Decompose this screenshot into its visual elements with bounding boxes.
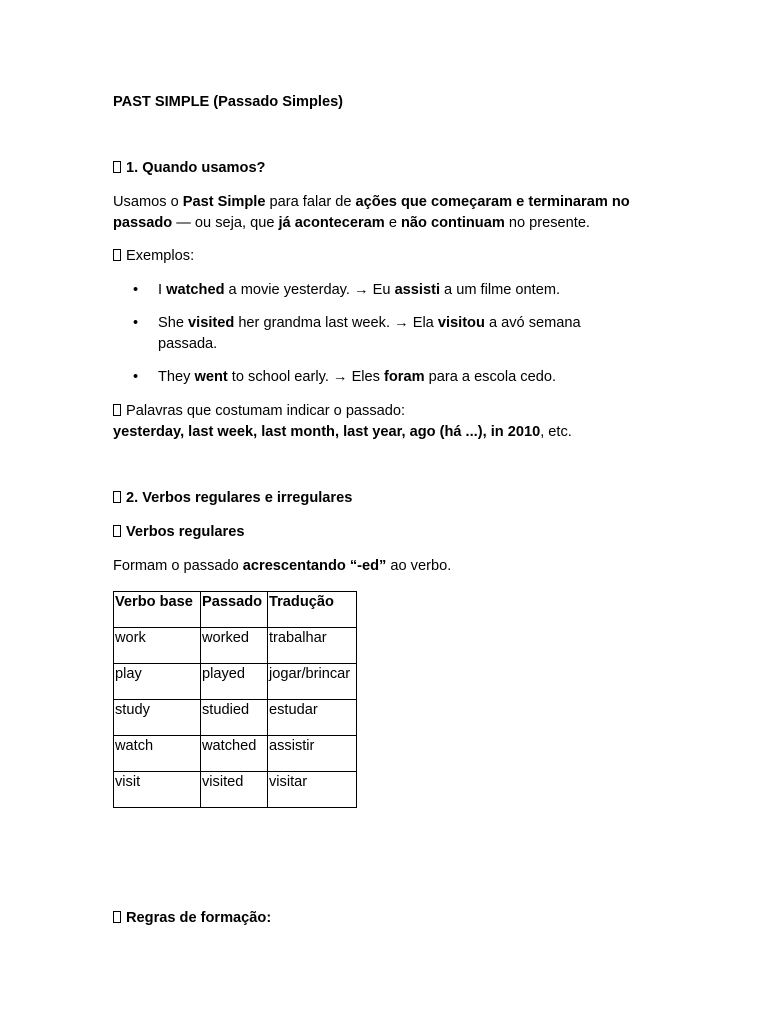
table-row bbox=[114, 736, 357, 772]
section-1-heading: 1. Quando usamos? bbox=[113, 158, 265, 179]
table-cell: watch bbox=[114, 736, 201, 772]
keywords-label: Palavras que costumam indicar o passado: bbox=[113, 401, 405, 422]
table-cell: studied bbox=[201, 700, 268, 736]
missing-glyph-icon bbox=[113, 491, 121, 503]
table-row bbox=[114, 700, 357, 736]
table-cell: visit bbox=[114, 772, 201, 808]
list-item: • They went to school early. → Eles foram para a escola cedo. bbox=[113, 367, 618, 388]
list-item: • I watched a movie yesterday. → Eu assisti a um filme ontem. bbox=[113, 280, 618, 301]
table-cell: worked bbox=[201, 628, 268, 664]
table-cell: watched bbox=[201, 736, 268, 772]
table-header-cell: Passado bbox=[201, 592, 268, 628]
table-cell: estudar bbox=[268, 700, 357, 736]
table-cell: play bbox=[114, 664, 201, 700]
table-header-cell: Verbo base bbox=[114, 592, 201, 628]
table-cell: trabalhar bbox=[268, 628, 357, 664]
missing-glyph-icon bbox=[113, 404, 121, 416]
table-header-row bbox=[114, 592, 357, 628]
list-item: • She visited her grandma last week. → Ela visitou a avó semana passada. bbox=[133, 315, 581, 352]
regular-verbs-heading: Verbos regulares bbox=[113, 522, 244, 543]
table-header-cell: Tradução bbox=[268, 592, 357, 628]
regular-verbs-table bbox=[113, 591, 357, 808]
document-title: PAST SIMPLE (Passado Simples) bbox=[113, 94, 344, 110]
table-cell: jogar/brincar bbox=[268, 664, 357, 700]
section-1-intro: Usamos o Past Simple para falar de ações que começaram e terminaram no passado — ou seja, que já aconteceram e não continuam no presente. bbox=[113, 194, 630, 231]
regular-verbs-rule: Formam o passado acrescentando “-ed” ao verbo. bbox=[113, 558, 452, 574]
formation-rules-heading: Regras de formação: bbox=[113, 908, 271, 929]
table-row bbox=[114, 628, 357, 664]
table-cell: played bbox=[201, 664, 268, 700]
missing-glyph-icon bbox=[113, 911, 121, 923]
table-cell: visitar bbox=[268, 772, 357, 808]
missing-glyph-icon bbox=[113, 161, 121, 173]
section-2-heading: 2. Verbos regulares e irregulares bbox=[113, 488, 352, 509]
table-row bbox=[114, 772, 357, 808]
examples-label: Exemplos: bbox=[113, 246, 194, 267]
table-cell: work bbox=[114, 628, 201, 664]
bullet-icon: • bbox=[133, 282, 139, 298]
table-cell: study bbox=[114, 700, 201, 736]
table-row bbox=[114, 664, 357, 700]
bullet-icon: • bbox=[133, 315, 139, 331]
table-cell: visited bbox=[201, 772, 268, 808]
missing-glyph-icon bbox=[113, 249, 121, 261]
bullet-icon: • bbox=[133, 369, 139, 385]
missing-glyph-icon bbox=[113, 525, 121, 537]
table-cell: assistir bbox=[268, 736, 357, 772]
keywords-list: yesterday, last week, last month, last year, ago (há ...), in 2010, etc. bbox=[113, 424, 572, 440]
